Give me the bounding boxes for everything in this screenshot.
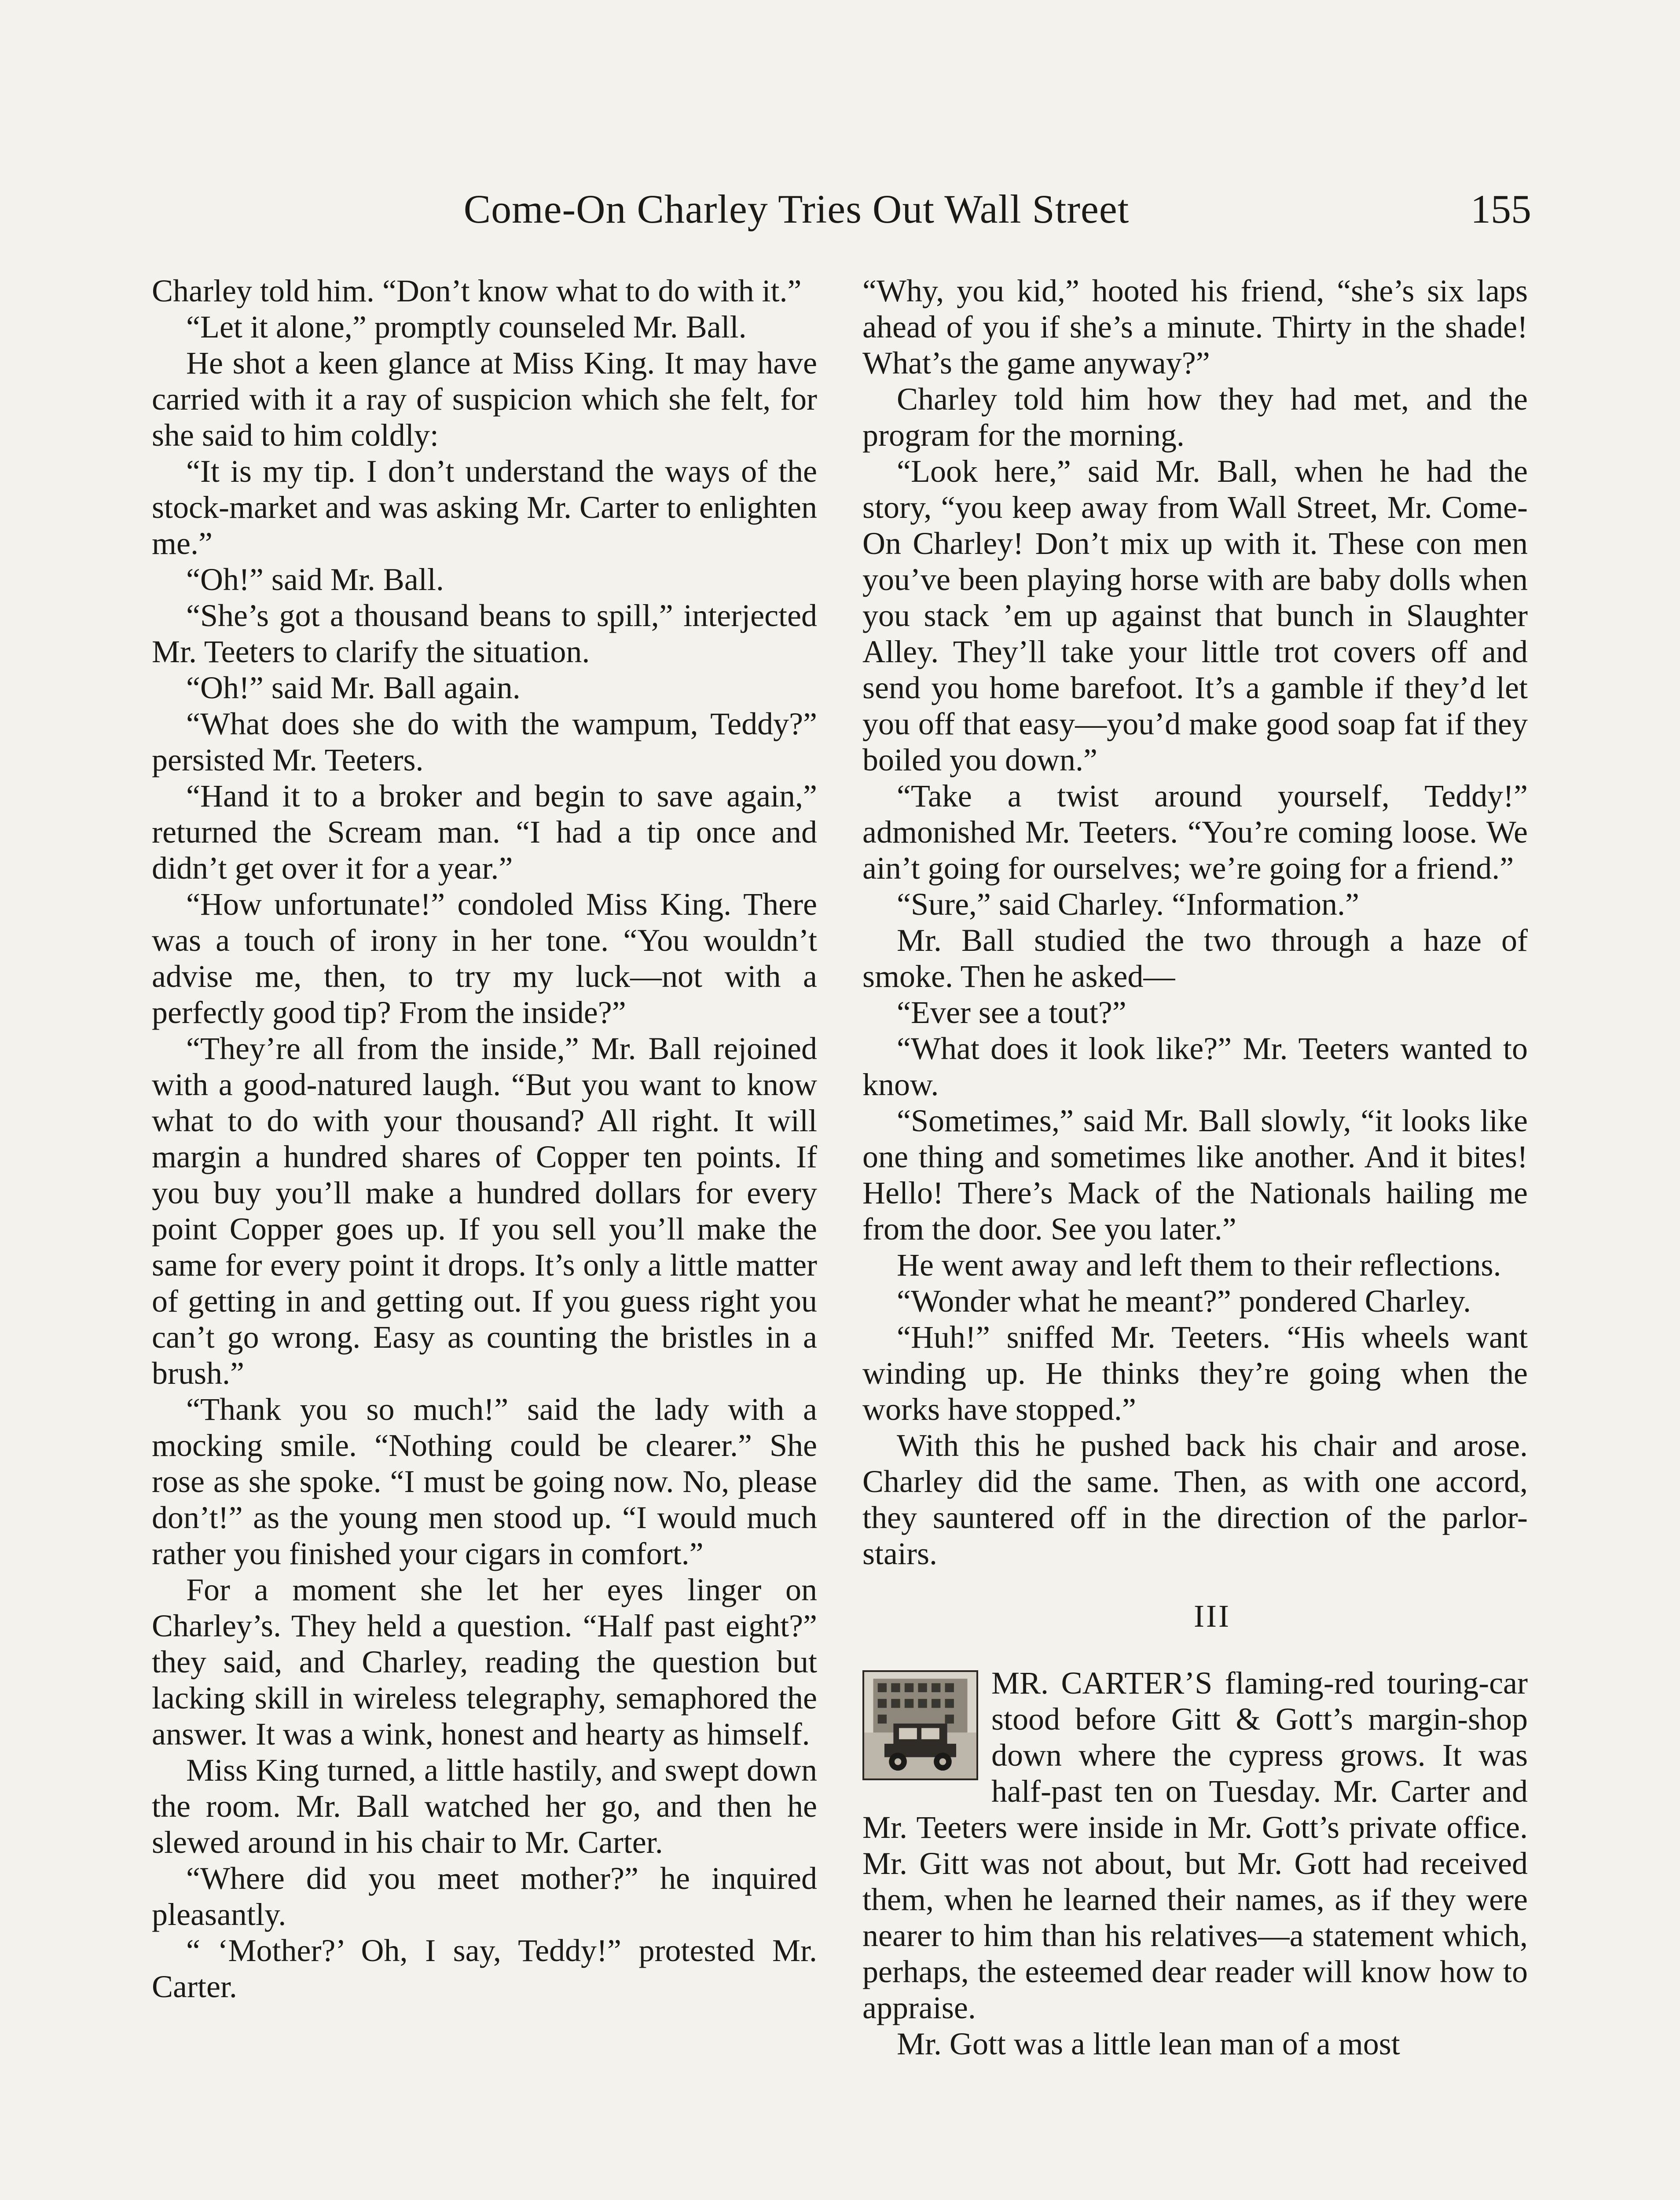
- paragraph: “ ‘Mother?’ Oh, I say, Teddy!” protested Mr. Carter.: [152, 1933, 817, 2004]
- running-head: Come-On Charley Tries Out Wall Street: [463, 187, 1130, 231]
- paragraph: “Thank you so much!” said the lady with a mocking smile. “Nothing could be clearer.” She rose as she spoke. “I must be going now. No, please don’t!” as the young men stood up. “I would much rather you finished your cigars in comfort.”: [152, 1392, 817, 1571]
- paragraph: “What does she do with the wampum, Teddy?” persisted Mr. Teeters.: [152, 706, 817, 777]
- drop-cap-illustration: [862, 1670, 978, 1780]
- paragraph: “Take a twist around yourself, Teddy!” admonished Mr. Teeters. “You’re coming loose. We ain’t going for ourselves; we’re going for a friend.”: [862, 778, 1528, 886]
- paragraph: Miss King turned, a little hastily, and swept down the room. Mr. Ball watched her go, and then he slewed around in his chair to Mr. Carter.: [152, 1753, 817, 1860]
- paragraph: “Wonder what he meant?” pondered Charley.: [897, 1283, 1471, 1319]
- paragraph: Mr. Gott was a little lean man of a most: [897, 2026, 1400, 2061]
- paragraph: He went away and left them to their reflections.: [897, 1247, 1501, 1283]
- section-heading: III: [1194, 1599, 1231, 1634]
- building-and-car-illustration: [864, 1672, 976, 1778]
- paragraph: “Huh!” sniffed Mr. Teeters. “His wheels want winding up. He thinks they’re going when the works have stopped.”: [862, 1320, 1528, 1427]
- paragraph: “Sure,” said Charley. “Information.”: [897, 887, 1359, 922]
- paragraph: “Let it alone,” promptly counseled Mr. Ball.: [186, 309, 747, 345]
- paragraph: “Sometimes,” said Mr. Ball slowly, “it looks like one thing and sometimes like another. And it bites! Hello! There’s Mack of the Nationals hailing me from the door. See you later.”: [862, 1103, 1528, 1247]
- right-column: [862, 273, 1528, 2062]
- page-header: [150, 180, 1531, 238]
- left-column: [152, 273, 817, 2005]
- paragraph: MR. CARTER’S flaming-red touring-car stood before Gitt & Gott’s margin-shop down where the cypress grows. It was half-past ten on Tuesday. Mr. Carter and Mr. Teeters were inside in Mr. Gott’s private office. Mr. Gitt was not about, but Mr. Gott had received them, when he learned their names, as if they were nearer to him than his relatives—a statement which, perhaps, the esteemed dear reader will know how to appraise.: [862, 1665, 1528, 2025]
- paragraph: “Oh!” said Mr. Ball again.: [186, 670, 521, 705]
- paragraph: He shot a keen glance at Miss King. It may have carried with it a ray of suspicion which she felt, for she said to him coldly:: [152, 345, 817, 453]
- paragraph: Charley told him. “Don’t know what to do with it.”: [152, 273, 802, 308]
- paragraph: “What does it look like?” Mr. Teeters wanted to know.: [862, 1031, 1528, 1102]
- paragraph: “They’re all from the inside,” Mr. Ball rejoined with a good-natured laugh. “But you want to know what to do with your thousand? All right. It will margin a hundred shares of Copper ten points. If you buy you’ll make a hundred dollars for every point Copper goes up. If you sell you’ll make the same for every point it drops. It’s only a little matter of getting in and getting out. If you guess right you can’t go wrong. Easy as counting the bristles in a brush.”: [152, 1031, 817, 1391]
- paragraph: “It is my tip. I don’t understand the ways of the stock-market and was asking Mr. Carter to enlighten me.”: [152, 454, 817, 561]
- paragraph: Mr. Ball studied the two through a haze of smoke. Then he asked—: [862, 923, 1528, 994]
- paragraph: For a moment she let her eyes linger on Charley’s. They held a question. “Half past eight?” they said, and Charley, reading the question but lacking skill in wireless telegraphy, semaphored the answer. It was a wink, honest and hearty as himself.: [152, 1572, 817, 1752]
- paragraph: “Oh!” said Mr. Ball.: [186, 562, 444, 597]
- paragraph: “Hand it to a broker and begin to save again,” returned the Scream man. “I had a tip once and didn’t get over it for a year.”: [152, 778, 817, 886]
- paragraph: Charley told him how they had met, and the program for the morning.: [862, 381, 1528, 453]
- paragraph: “How unfortunate!” condoled Miss King. There was a touch of irony in her tone. “You wouldn’t advise me, then, to try my luck—not with a perfectly good tip? From the inside?”: [152, 887, 817, 1030]
- paragraph: “Where did you meet mother?” he inquired pleasantly.: [152, 1861, 817, 1932]
- paragraph: “She’s got a thousand beans to spill,” interjected Mr. Teeters to clarify the situation.: [152, 598, 817, 669]
- page-number: 155: [1471, 187, 1531, 231]
- paragraph: “Look here,” said Mr. Ball, when he had the story, “you keep away from Wall Street, Mr. Come-On Charley! Don’t mix up with it. These con men you’ve been playing horse with are baby dolls when you stack ’em up against that bunch in Slaughter Alley. They’ll take your little trot covers off and send you home barefoot. It’s a gamble if they’d let you off that easy—you’d make good soap fat if they boiled you down.”: [862, 454, 1528, 777]
- paragraph: “Why, you kid,” hooted his friend, “she’s six laps ahead of you if she’s a minute. Thirty in the shade! What’s the game anyway?”: [862, 273, 1528, 381]
- paragraph: With this he pushed back his chair and arose. Charley did the same. Then, as with one accord, they sauntered off in the direction of the parlor-stairs.: [862, 1428, 1528, 1571]
- paragraph: “Ever see a tout?”: [897, 995, 1126, 1030]
